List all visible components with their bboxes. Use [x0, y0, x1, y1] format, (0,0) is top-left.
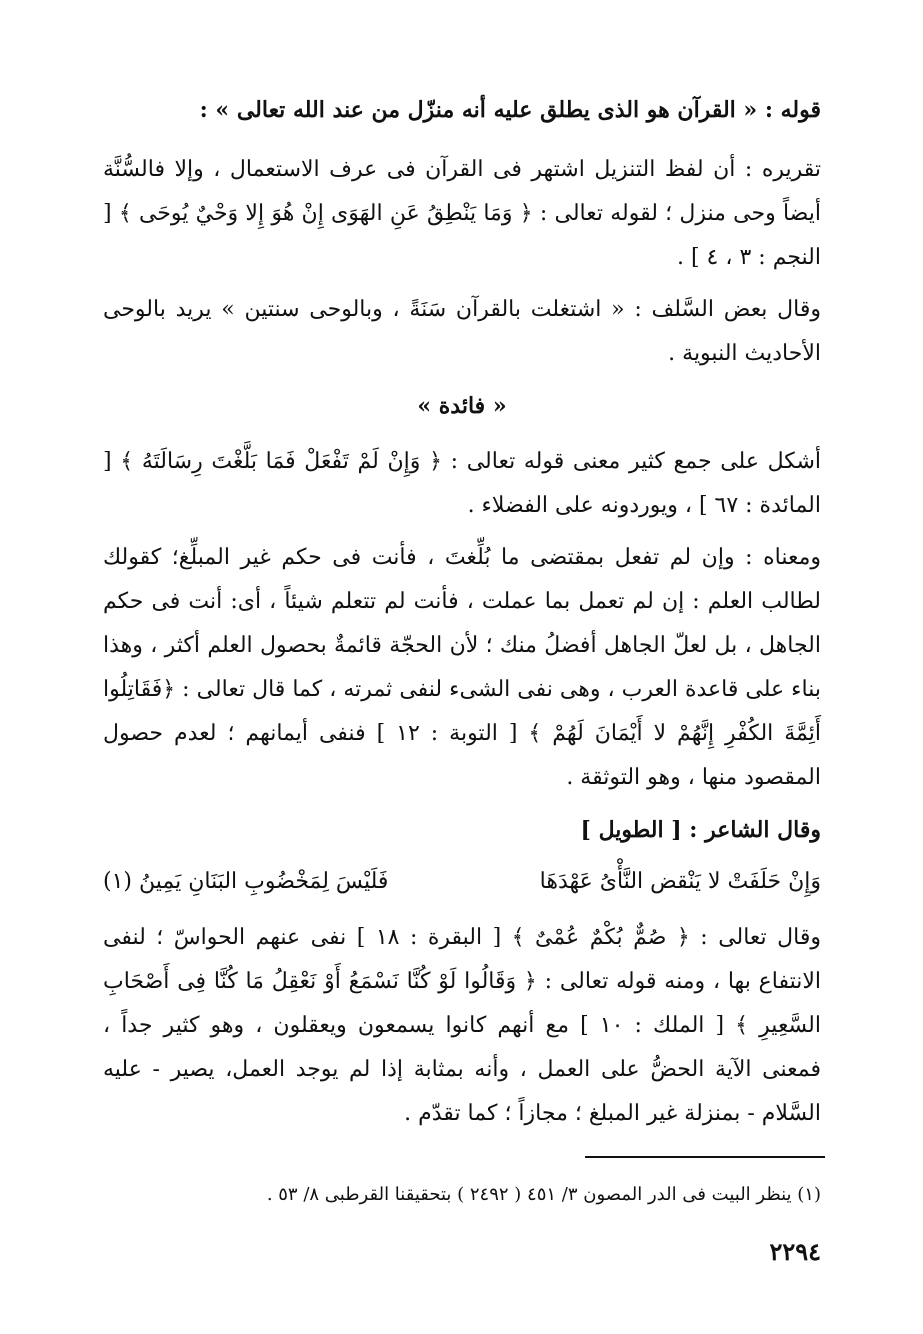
verse-second-hemistich: فَلَيْسَ لِمَخْضُوبِ البَنَانِ يَمِينُ (١) — [103, 869, 389, 894]
paragraph-senses: وقال تعالى : ﴿ صُمٌّ بُكْمٌ عُمْىٌ ﴾ [ البقرة : ١٨ ] نفى عنهم الحواسّ ؛ لنفى الانتفاع بها ، ومنه قوله تعالى : ﴿ وَقَالُوا لَوْ كُنَّا نَسْمَعُ أَوْ نَعْقِلُ مَا كُنَّا فِى أَصْحَابِ السَّعِيرِ ﴾ [ الملك : ١٠ ] مع أنهم كانوا يسمعون ويعقلون ، وهو كثير جداً ، فمعنى الآية الحضُّ على العمل ، وأنه بمثابة إذا لم يوجد العمل، يصير - عليه السَّلام - بمنزلة غير المبلغ ؛ مجازاً ؛ كما تقدّم . — [103, 925, 822, 1126]
paragraph-salaf-quote: وقال بعض السَّلف : « اشتغلت بالقرآن سَنَةً ، وبالوحى سنتين » يريد بالوحى الأحاديث النبوية . — [103, 297, 821, 366]
poet-intro: وقال الشاعر : [ الطويل ] — [580, 817, 821, 843]
poetry-verse — [103, 860, 821, 904]
verse-first-hemistich: وَإِنْ حَلَفَتْ لا يَنْقض النَّأْىُ عَهْدَهَا — [539, 869, 821, 894]
paragraph-problem: أشكل على جمع كثير معنى قوله تعالى : ﴿ وَإِنْ لَمْ تَفْعَلْ فَمَا بَلَّغْتَ رِسَالَتَهُ ﴾ [ المائدة : ٦٧ ] ، ويوردونه على الفضلاء . — [103, 449, 821, 518]
footnote: (١) ينظر البيت فى الدر المصون ٣/ ٤٥١ ( ٢٤٩٢ ) بتحقيقنا القرطبى ٨/ ٥٣ . — [266, 1184, 821, 1205]
paragraph-meaning: ومعناه : وإن لم تفعل بمقتضى ما بُلِّغتَ ، فأنت فى حكم غير المبلِّغ؛ كقولك لطالب العلم : إن لم تعمل بما عملت ، فأنت لم تتعلم شيئاً ، أى: أنت فى حكم الجاهل ، بل لعلّ الجاهل أفضلُ منك ؛ لأن الحجّة قائمةٌ بحصول العلم أكثر ، وهذا بناء على قاعدة العرب ، وهى نفى الشىء لنفى ثمرته ، كما قال تعالى : ﴿فَقَاتِلُوا أَئِمَّةَ الكُفْرِ إِنَّهُمْ لا أَيْمَانَ لَهُمْ ﴾ [ التوبة : ١٢ ] فنفى أيمانهم ؛ لعدم حصول المقصود منها ، وهو التوثقة . — [103, 545, 822, 790]
page-number: ٢٢٩٤ — [769, 1237, 821, 1266]
paragraph-quote-definition: قوله : « القرآن هو الذى يطلق عليه أنه منزّل من عند الله تعالى » : — [199, 97, 821, 123]
paragraph-explanation: تقريره : أن لفظ التنزيل اشتهر فى القرآن فى عرف الاستعمال ، وإلا فالسُّنَّة أيضاً وحى منزل ؛ لقوله تعالى : ﴿ وَمَا يَنْطِقُ عَنِ الهَوَى إِنْ هُوَ إِلا وَحْيٌ يُوحَى ﴾ [ النجم : ٣ ، ٤ ] . — [103, 157, 821, 270]
footnote-divider — [585, 1156, 825, 1158]
section-heading-faida: « فائدة » — [417, 393, 507, 419]
